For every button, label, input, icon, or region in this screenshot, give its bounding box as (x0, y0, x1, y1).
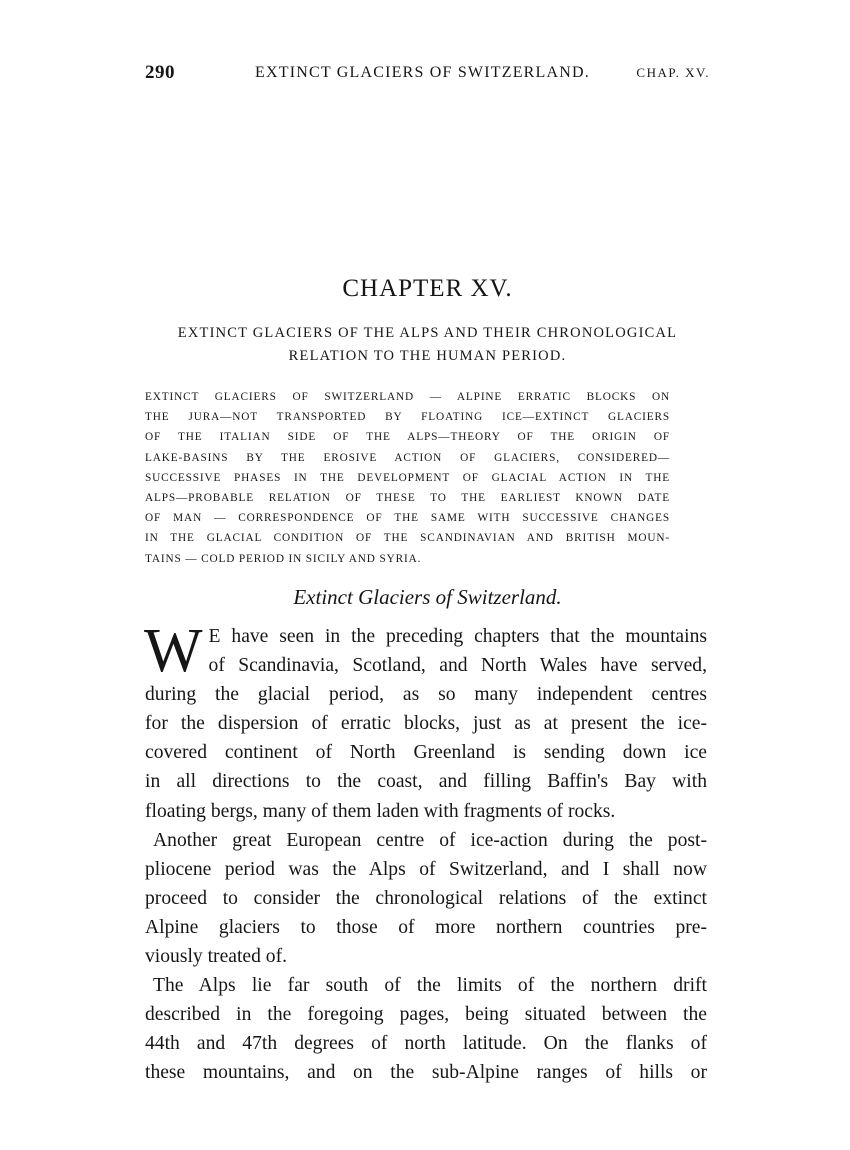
text-line: in all directions to the coast, and filling Baffin's Bay with (145, 771, 707, 793)
chapter-title (135, 322, 720, 368)
chapter-title-line: RELATION TO THE HUMAN PERIOD. (288, 348, 567, 364)
paragraph (145, 826, 707, 971)
summary-line: SUCCESSIVE PHASES IN THE DEVELOPMENT OF GLACIAL ACTION IN THE (145, 471, 670, 484)
body-text (144, 617, 707, 1088)
drop-cap: W (144, 617, 203, 685)
summary-line: OF MAN — CORRESPONDENCE OF THE SAME WITH SUCCESSIVE CHANGES (145, 512, 670, 525)
paragraph (145, 971, 707, 1087)
text-line: covered continent of North Greenland is sending down ice (145, 742, 707, 764)
text-line: described in the foregoing pages, being situated between the (145, 1004, 707, 1026)
running-chapter: CHAP. XV. (636, 65, 710, 80)
text-line: these mountains, and on the sub-Alpine ranges of hills or (145, 1062, 707, 1084)
chapter-title-line: EXTINCT GLACIERS OF THE ALPS AND THEIR CHRONOLOGICAL (177, 325, 678, 341)
text-line: floating bergs, many of them laden with fragments of rocks. (145, 800, 616, 822)
page-number: 290 (145, 62, 175, 83)
chapter-summary (145, 387, 670, 569)
section-heading: Extinct Glaciers of Switzerland. (293, 585, 562, 609)
summary-line: ALPS—PROBABLE RELATION OF THESE TO THE EARLIEST KNOWN DATE (145, 492, 670, 505)
summary-line: EXTINCT GLACIERS OF SWITZERLAND — ALPINE ERRATIC BLOCKS ON (145, 391, 670, 403)
summary-line: THE JURA—NOT TRANSPORTED BY FLOATING ICE—EXTINCT GLACIERS (145, 411, 670, 424)
text-line: proceed to consider the chronological relations of the extinct (145, 887, 707, 909)
text-line: of Scandinavia, Scotland, and North Wales have served, (208, 655, 707, 677)
text-line: Another great European centre of ice-action during the post- (153, 829, 707, 851)
summary-line: OF THE ITALIAN SIDE OF THE ALPS—THEORY OF THE ORIGIN OF (145, 431, 670, 444)
running-header (145, 62, 710, 88)
text-line: during the glacial period, as so many independent centres (145, 684, 707, 706)
text-line: viously treated of. (145, 946, 288, 968)
summary-line: IN THE GLACIAL CONDITION OF THE SCANDINAVIAN AND BRITISH MOUN- (145, 532, 670, 545)
text-line: Alpine glaciers to those of more northern countries pre- (145, 916, 707, 938)
summary-line: TAINS — COLD PERIOD IN SICILY AND SYRIA. (145, 552, 422, 565)
summary-line: LAKE-BASINS BY THE EROSIVE ACTION OF GLACIERS, CONSIDERED— (145, 451, 670, 464)
chapter-number: CHAPTER XV. (342, 275, 513, 302)
text-line: E have seen in the preceding chapters that the mountains (208, 626, 707, 647)
running-title: EXTINCT GLACIERS OF SWITZERLAND. (255, 64, 590, 81)
text-line: for the dispersion of erratic blocks, just as at present the ice- (145, 713, 707, 735)
text-line: 44th and 47th degrees of north latitude. On the flanks of (145, 1033, 707, 1055)
text-line: The Alps lie far south of the limits of the northern drift (153, 975, 707, 997)
paragraph (144, 617, 707, 826)
text-line: pliocene period was the Alps of Switzerland, and I shall now (145, 858, 707, 880)
